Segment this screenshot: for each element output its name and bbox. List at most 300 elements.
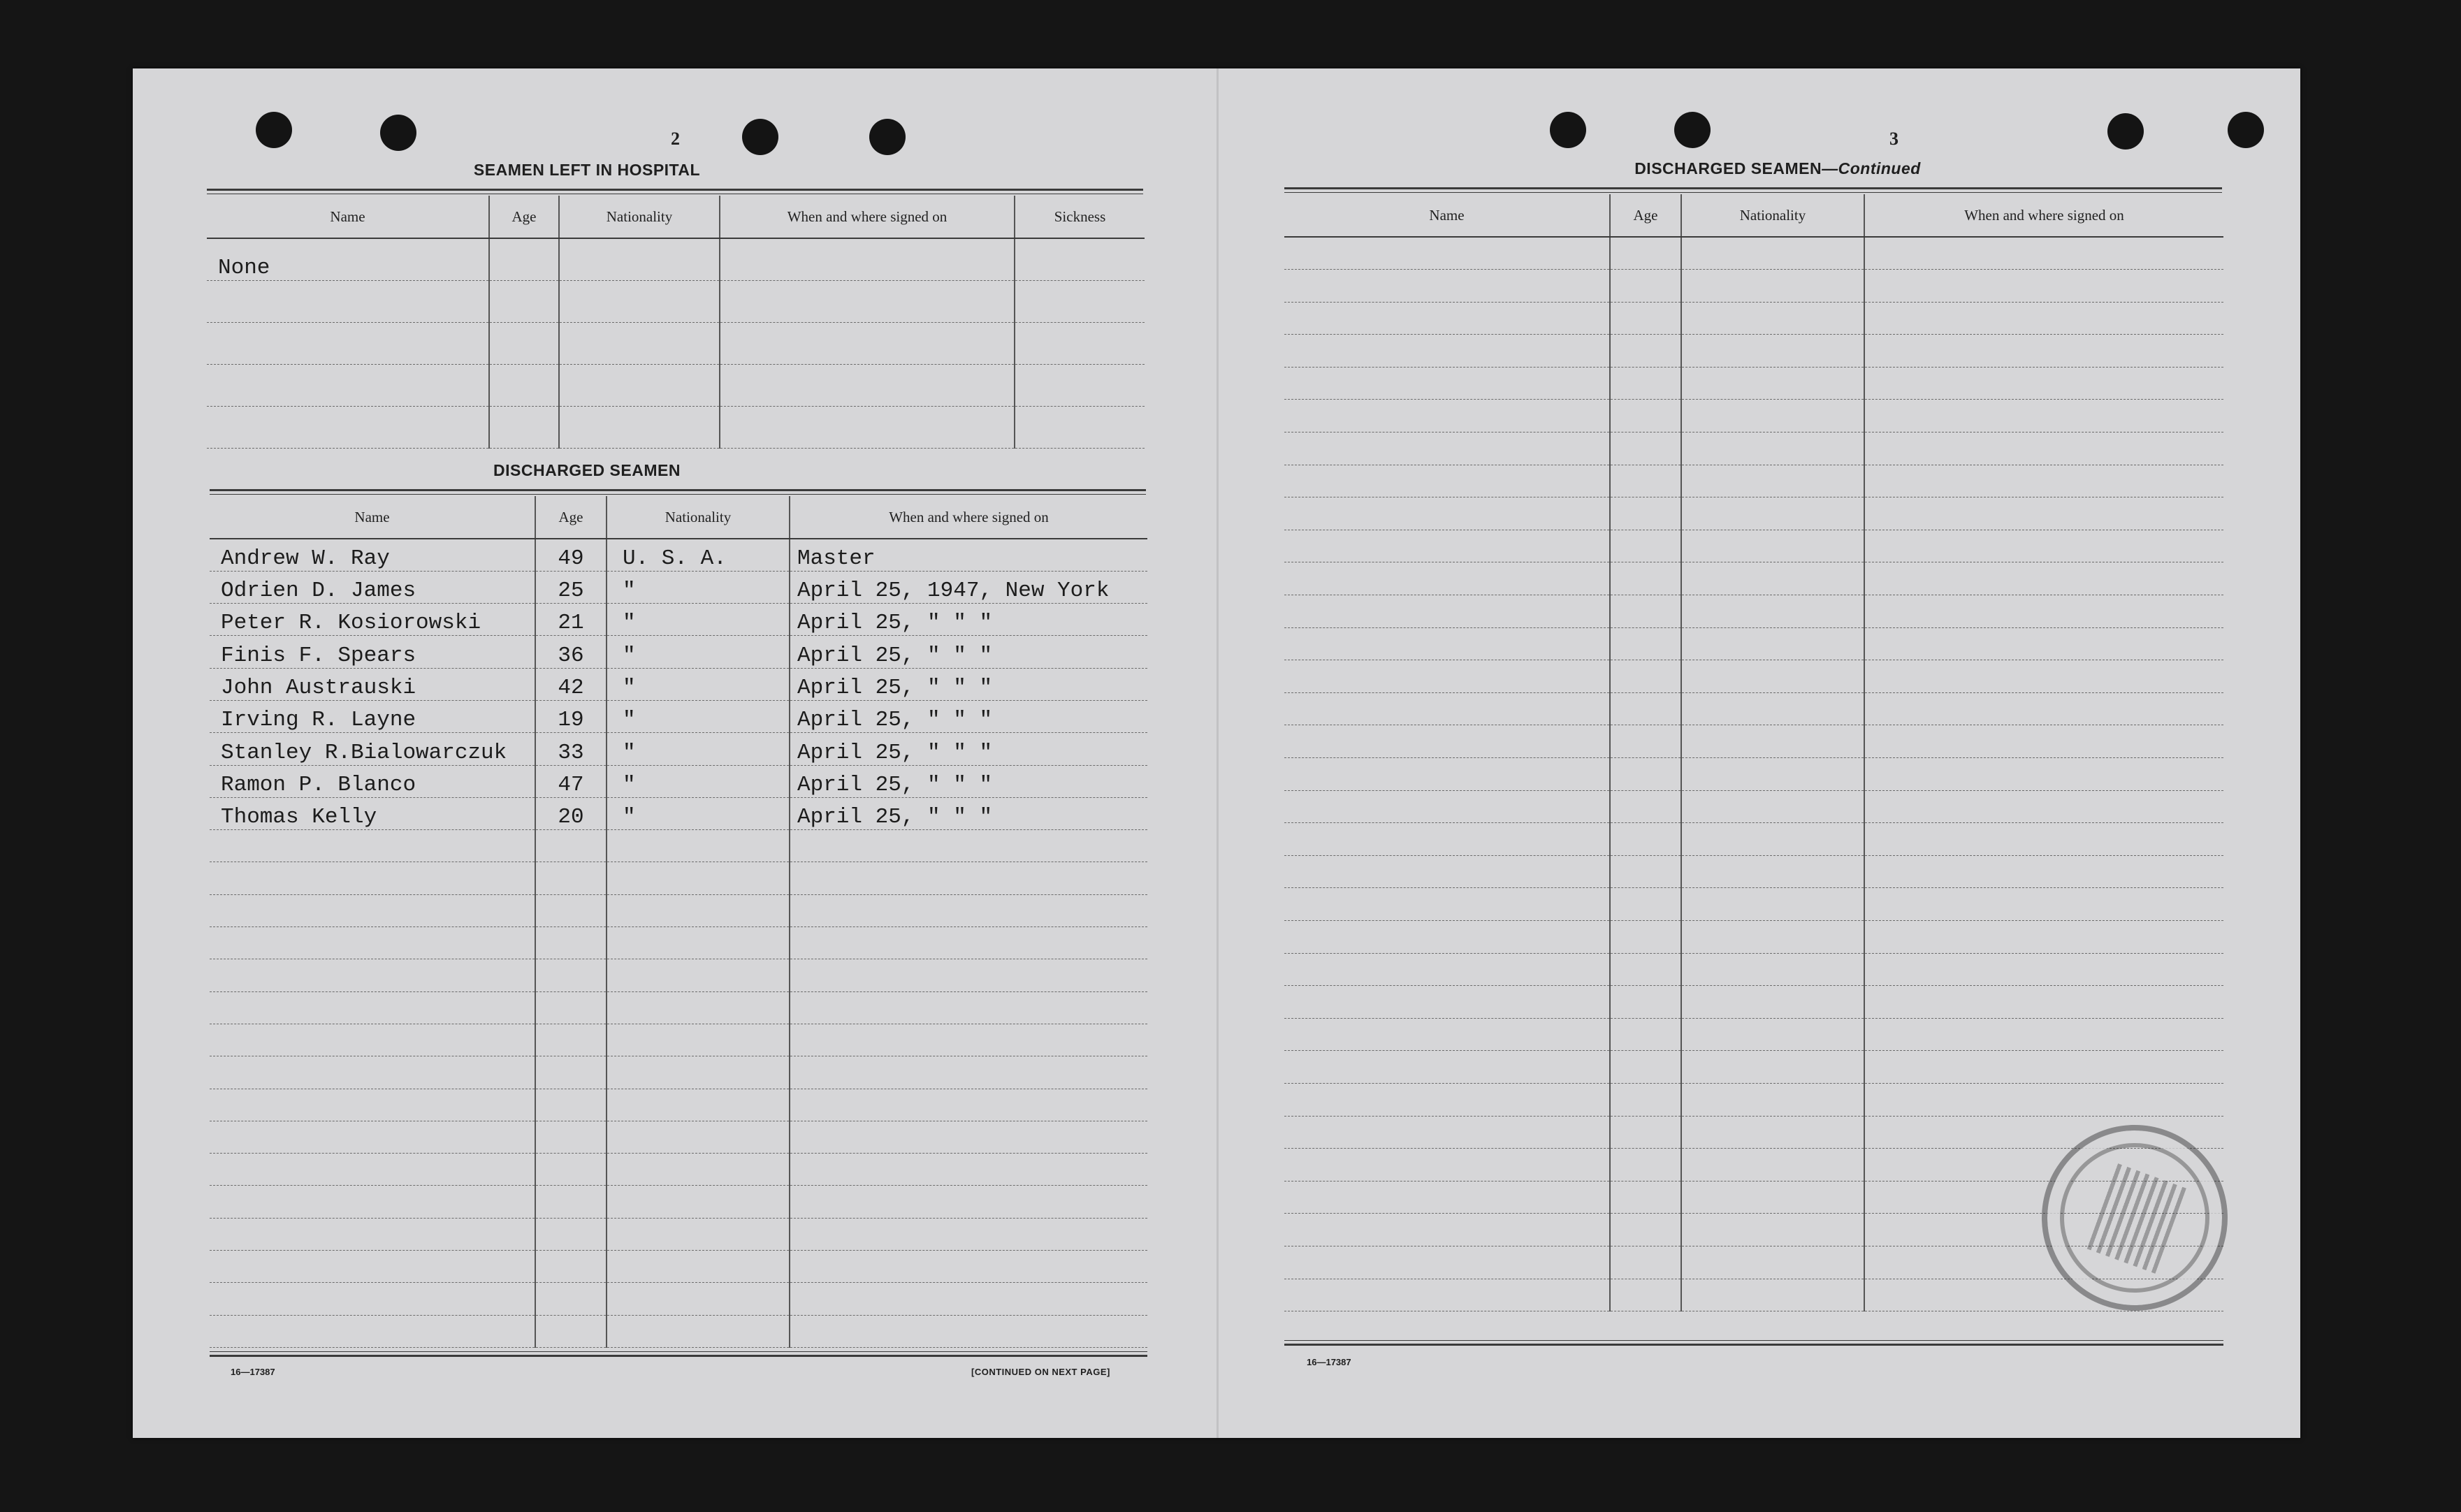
cell-signed-on	[720, 280, 1015, 322]
cell-name	[1284, 1279, 1610, 1311]
cell-signed-on	[1864, 920, 2223, 953]
table-row	[210, 894, 1147, 926]
cell-nationality	[1681, 237, 1864, 270]
cell-age	[1610, 1181, 1681, 1214]
cell-name	[207, 280, 489, 322]
cell-signed-on	[1864, 986, 2223, 1019]
cell-name	[1284, 790, 1610, 823]
cell-signed-on	[790, 1218, 1147, 1250]
cell-age	[1610, 1246, 1681, 1279]
cell-name	[210, 894, 535, 926]
cell-name	[1284, 986, 1610, 1019]
header-rule	[1284, 187, 2222, 193]
column-header-age: Age	[489, 196, 559, 238]
cell-nationality	[607, 830, 790, 862]
table-row	[1284, 335, 2223, 368]
table-row	[1284, 562, 2223, 595]
cell-nationality	[559, 406, 720, 448]
cell-nationality	[607, 1056, 790, 1089]
table-row	[210, 959, 1147, 991]
table-row	[1284, 660, 2223, 693]
table-row	[1284, 627, 2223, 660]
table-row	[210, 1186, 1147, 1218]
cell-name	[210, 959, 535, 991]
cell-age	[535, 1121, 607, 1153]
cell-name: Finis F. Spears	[210, 636, 535, 668]
cell-age	[1610, 1116, 1681, 1149]
cell-nationality: "	[607, 571, 790, 603]
cell-signed-on: April 25, 1947, New York	[790, 571, 1147, 603]
cell-name: Peter R. Kosiorowski	[210, 604, 535, 636]
cell-nationality	[1681, 1116, 1864, 1149]
cell-signed-on	[790, 1089, 1147, 1121]
cell-signed-on	[1864, 595, 2223, 628]
cell-name: Ramon P. Blanco	[210, 765, 535, 797]
cell-nationality	[1681, 1279, 1864, 1311]
cell-name	[1284, 497, 1610, 530]
cell-name	[1284, 237, 1610, 270]
cell-signed-on	[790, 1121, 1147, 1153]
cell-nationality	[1681, 627, 1864, 660]
cell-age	[535, 1089, 607, 1121]
cell-signed-on: April 25, " " "	[790, 604, 1147, 636]
cell-nationality	[1681, 758, 1864, 791]
cell-signed-on	[1864, 400, 2223, 432]
cell-name: Thomas Kelly	[210, 797, 535, 829]
cell-nationality	[1681, 1018, 1864, 1051]
cell-name	[210, 927, 535, 959]
table-row	[210, 1251, 1147, 1283]
cell-age	[1610, 1051, 1681, 1084]
cell-nationality	[607, 959, 790, 991]
cell-age	[1610, 627, 1681, 660]
cell-nationality	[1681, 530, 1864, 562]
table-row	[1284, 1018, 2223, 1051]
cell-signed-on	[790, 927, 1147, 959]
cell-age	[1610, 595, 1681, 628]
cell-age	[535, 1251, 607, 1283]
cell-signed-on	[790, 1186, 1147, 1218]
cell-age	[489, 238, 559, 280]
cell-nationality: "	[607, 733, 790, 765]
cell-name	[210, 1251, 535, 1283]
cell-nationality	[1681, 855, 1864, 888]
cell-nationality	[607, 1315, 790, 1347]
cell-nationality	[1681, 823, 1864, 856]
cell-signed-on: April 25, " " "	[790, 733, 1147, 765]
table-row	[1284, 367, 2223, 400]
cell-signed-on	[1864, 1018, 2223, 1051]
table-row	[1284, 465, 2223, 497]
cell-name	[1284, 530, 1610, 562]
cell-nationality	[1681, 302, 1864, 335]
cell-name	[1284, 660, 1610, 693]
section-title-suffix: —Continued	[1822, 159, 1921, 177]
column-header-signed-on: When and where signed on	[720, 196, 1015, 238]
cell-nationality	[607, 862, 790, 894]
cell-name	[1284, 725, 1610, 758]
cell-name	[1284, 758, 1610, 791]
table-row	[1284, 823, 2223, 856]
cell-signed-on	[790, 1024, 1147, 1056]
cell-nationality	[559, 280, 720, 322]
table-row	[207, 238, 1145, 280]
cell-nationality	[1681, 1181, 1864, 1214]
cell-name	[1284, 367, 1610, 400]
cell-nationality	[607, 927, 790, 959]
cell-name: John Austrauski	[210, 668, 535, 700]
table-row	[1284, 530, 2223, 562]
cell-nationality: "	[607, 668, 790, 700]
table-row	[210, 1024, 1147, 1056]
cell-name	[1284, 270, 1610, 303]
cell-signed-on	[790, 894, 1147, 926]
table-row	[207, 280, 1145, 322]
table-row	[207, 406, 1145, 448]
cell-age: 49	[535, 539, 607, 571]
cell-name	[210, 830, 535, 862]
cell-nationality	[1681, 270, 1864, 303]
cell-signed-on	[1864, 627, 2223, 660]
cell-name	[210, 1315, 535, 1347]
cell-signed-on	[1864, 725, 2223, 758]
header-rule	[207, 189, 1143, 194]
table-row	[210, 765, 1147, 797]
cell-signed-on: Master	[790, 539, 1147, 571]
cell-nationality	[1681, 920, 1864, 953]
table-row	[210, 604, 1147, 636]
punch-hole	[1550, 112, 1586, 148]
left-page	[133, 68, 1216, 1438]
cell-age	[535, 1186, 607, 1218]
cell-name	[1284, 1018, 1610, 1051]
cell-age	[1610, 302, 1681, 335]
header-rule	[210, 489, 1146, 495]
cell-name	[1284, 1214, 1610, 1246]
table-row	[210, 991, 1147, 1024]
cell-signed-on	[1864, 270, 2223, 303]
cell-signed-on	[1864, 790, 2223, 823]
table-row	[1284, 400, 2223, 432]
cell-nationality	[1681, 1246, 1864, 1279]
cell-nationality: U. S. A.	[607, 539, 790, 571]
cell-signed-on: April 25, " " "	[790, 765, 1147, 797]
cell-age	[535, 927, 607, 959]
cell-nationality	[607, 1218, 790, 1250]
cell-age	[535, 830, 607, 862]
cell-signed-on	[790, 1154, 1147, 1186]
cell-nationality	[1681, 400, 1864, 432]
cell-signed-on	[1864, 367, 2223, 400]
cell-nationality: "	[607, 604, 790, 636]
cell-name	[1284, 432, 1610, 465]
cell-nationality	[559, 322, 720, 364]
cell-nationality	[1681, 1149, 1864, 1182]
cell-name	[210, 1089, 535, 1121]
cell-age	[1610, 660, 1681, 693]
cell-age	[535, 959, 607, 991]
cell-signed-on: April 25, " " "	[790, 636, 1147, 668]
table-row	[210, 636, 1147, 668]
cell-signed-on	[1864, 758, 2223, 791]
table-row	[1284, 595, 2223, 628]
table-row	[207, 364, 1145, 406]
cell-name	[210, 1283, 535, 1315]
cell-name	[210, 1154, 535, 1186]
cell-signed-on	[720, 322, 1015, 364]
cell-nationality	[1681, 465, 1864, 497]
table-row	[1284, 758, 2223, 791]
cell-signed-on	[1864, 692, 2223, 725]
cell-name	[210, 1056, 535, 1089]
cell-age	[535, 991, 607, 1024]
cell-age	[1610, 855, 1681, 888]
cell-signed-on	[1864, 302, 2223, 335]
cell-nationality	[607, 1089, 790, 1121]
column-header-nationality: Nationality	[1681, 194, 1864, 237]
cell-age	[1610, 400, 1681, 432]
cell-age	[1610, 1018, 1681, 1051]
cell-signed-on	[1864, 888, 2223, 921]
cell-signed-on: April 25, " " "	[790, 797, 1147, 829]
cell-name	[210, 991, 535, 1024]
hospital-table	[207, 196, 1145, 449]
cell-age	[1610, 1149, 1681, 1182]
table-row	[1284, 237, 2223, 270]
cell-nationality	[607, 1251, 790, 1283]
cell-sickness	[1015, 238, 1145, 280]
cell-age	[1610, 888, 1681, 921]
table-row	[1284, 855, 2223, 888]
cell-age: 20	[535, 797, 607, 829]
cell-age	[1610, 1214, 1681, 1246]
footer-rule	[1284, 1340, 2223, 1346]
cell-nationality	[607, 1154, 790, 1186]
cell-name	[1284, 595, 1610, 628]
cell-name	[210, 1218, 535, 1250]
cell-signed-on: April 25, " " "	[790, 700, 1147, 732]
cell-name	[210, 1024, 535, 1056]
cell-name	[210, 1121, 535, 1153]
cell-sickness	[1015, 406, 1145, 448]
cell-nationality	[607, 1283, 790, 1315]
table-row	[1284, 497, 2223, 530]
cell-name	[1284, 855, 1610, 888]
cell-signed-on	[1864, 465, 2223, 497]
cell-nationality: "	[607, 797, 790, 829]
cell-signed-on	[1864, 530, 2223, 562]
cell-name	[1284, 1051, 1610, 1084]
cell-signed-on: April 25, " " "	[790, 668, 1147, 700]
cell-signed-on	[790, 1056, 1147, 1089]
section-title-discharged-continued	[1498, 159, 2057, 178]
cell-nationality	[1681, 725, 1864, 758]
cell-signed-on	[1864, 335, 2223, 368]
cell-name	[1284, 920, 1610, 953]
table-row	[1284, 1083, 2223, 1116]
table-row	[210, 700, 1147, 732]
cell-signed-on	[1864, 823, 2223, 856]
table-row	[210, 539, 1147, 571]
table-row	[210, 797, 1147, 829]
cell-name	[210, 862, 535, 894]
cell-age	[535, 1056, 607, 1089]
column-header-name: Name	[210, 496, 535, 539]
cell-nationality	[1681, 497, 1864, 530]
cell-age	[1610, 270, 1681, 303]
form-number: 16—17387	[1307, 1357, 1351, 1367]
table-row	[210, 830, 1147, 862]
cell-age	[535, 1283, 607, 1315]
table-row	[1284, 953, 2223, 986]
cell-name: Stanley R.Bialowarczuk	[210, 733, 535, 765]
cell-signed-on	[1864, 432, 2223, 465]
table-row	[210, 1283, 1147, 1315]
punch-hole	[869, 119, 906, 155]
column-header-signed-on: When and where signed on	[1864, 194, 2223, 237]
cell-nationality	[1681, 1083, 1864, 1116]
cell-signed-on	[1864, 1083, 2223, 1116]
cell-nationality	[1681, 692, 1864, 725]
cell-sickness	[1015, 322, 1145, 364]
cell-name	[1284, 1246, 1610, 1279]
cell-nationality: "	[607, 636, 790, 668]
cell-name	[1284, 400, 1610, 432]
table-row	[1284, 270, 2223, 303]
page-number: 3	[1889, 129, 1899, 149]
section-title-hospital: SEAMEN LEFT IN HOSPITAL	[473, 161, 701, 179]
cell-name	[1284, 302, 1610, 335]
cell-signed-on	[720, 406, 1015, 448]
cell-sickness	[1015, 364, 1145, 406]
cell-nationality: "	[607, 700, 790, 732]
cell-signed-on	[790, 1251, 1147, 1283]
column-header-age: Age	[1610, 194, 1681, 237]
cell-age	[489, 280, 559, 322]
cell-signed-on	[1864, 660, 2223, 693]
cell-age	[1610, 530, 1681, 562]
discharged-table	[210, 496, 1147, 1348]
cell-nationality	[1681, 335, 1864, 368]
punch-hole	[380, 115, 416, 151]
cell-signed-on	[720, 238, 1015, 280]
cell-name	[1284, 888, 1610, 921]
cell-nationality	[607, 1186, 790, 1218]
form-number: 16—17387	[231, 1367, 275, 1377]
cell-age: 33	[535, 733, 607, 765]
cell-age	[1610, 725, 1681, 758]
table-row	[210, 733, 1147, 765]
punch-hole	[2107, 113, 2144, 150]
punch-hole	[2228, 112, 2264, 148]
cell-name: Andrew W. Ray	[210, 539, 535, 571]
cell-name	[207, 322, 489, 364]
cell-name	[1284, 953, 1610, 986]
table-row	[1284, 920, 2223, 953]
cell-age	[535, 862, 607, 894]
document-sheet	[133, 68, 2300, 1438]
table-row	[1284, 302, 2223, 335]
table-row	[210, 571, 1147, 603]
cell-age	[1610, 1083, 1681, 1116]
cell-name	[1284, 1083, 1610, 1116]
table-row	[210, 1089, 1147, 1121]
section-title-discharged: DISCHARGED SEAMEN	[493, 461, 681, 479]
cell-age	[1610, 920, 1681, 953]
cell-age	[1610, 335, 1681, 368]
cell-signed-on	[790, 830, 1147, 862]
column-header-name: Name	[1284, 194, 1610, 237]
cell-signed-on	[1864, 953, 2223, 986]
cell-name	[1284, 562, 1610, 595]
cell-age	[489, 364, 559, 406]
footer-rule	[210, 1351, 1147, 1357]
cell-nationality	[607, 894, 790, 926]
column-header-nationality: Nationality	[607, 496, 790, 539]
cell-age	[1610, 823, 1681, 856]
table-row	[210, 1056, 1147, 1089]
cell-age	[1610, 986, 1681, 1019]
cell-age	[1610, 790, 1681, 823]
column-header-age: Age	[535, 496, 607, 539]
cell-nationality	[1681, 1214, 1864, 1246]
cell-name	[1284, 1116, 1610, 1149]
cell-name	[1284, 692, 1610, 725]
cell-age: 47	[535, 765, 607, 797]
table-row	[210, 927, 1147, 959]
cell-signed-on	[790, 991, 1147, 1024]
cell-signed-on	[790, 1315, 1147, 1347]
table-row	[1284, 790, 2223, 823]
cell-name	[1284, 1181, 1610, 1214]
cell-signed-on	[1864, 855, 2223, 888]
column-header-sickness: Sickness	[1015, 196, 1145, 238]
cell-name	[1284, 627, 1610, 660]
table-row	[1284, 725, 2223, 758]
cell-age	[535, 1218, 607, 1250]
cell-name	[1284, 823, 1610, 856]
cell-nationality	[1681, 790, 1864, 823]
cell-age	[1610, 432, 1681, 465]
cell-age	[1610, 367, 1681, 400]
column-header-signed-on: When and where signed on	[790, 496, 1147, 539]
cell-nationality	[607, 1024, 790, 1056]
cell-age	[535, 894, 607, 926]
cell-signed-on	[790, 1283, 1147, 1315]
table-row	[210, 1154, 1147, 1186]
cell-nationality	[1681, 367, 1864, 400]
cell-nationality	[1681, 562, 1864, 595]
cell-age	[489, 406, 559, 448]
cell-nationality	[1681, 1051, 1864, 1084]
table-row	[210, 1218, 1147, 1250]
cell-age: 36	[535, 636, 607, 668]
punch-hole	[742, 119, 778, 155]
cell-nationality	[559, 364, 720, 406]
column-header-nationality: Nationality	[559, 196, 720, 238]
cell-name: Odrien D. James	[210, 571, 535, 603]
cell-signed-on	[790, 959, 1147, 991]
table-row	[210, 1315, 1147, 1347]
table-row	[210, 862, 1147, 894]
right-page	[1219, 68, 2300, 1438]
page-number: 2	[671, 129, 680, 149]
cell-nationality	[1681, 660, 1864, 693]
cell-nationality	[1681, 432, 1864, 465]
postmark-stamp-lines	[2083, 1162, 2186, 1274]
table-row	[210, 1121, 1147, 1153]
cell-age	[1610, 562, 1681, 595]
